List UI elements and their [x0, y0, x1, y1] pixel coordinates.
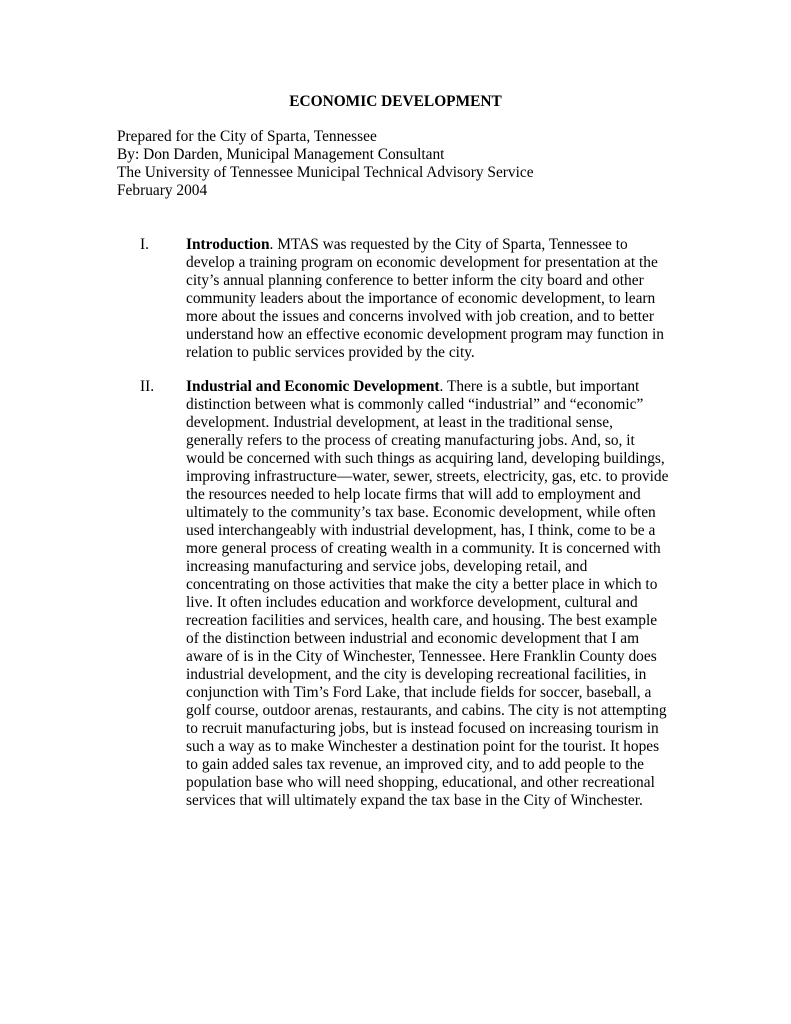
- date-line: February 2004: [117, 182, 208, 199]
- paragraph-line: develop a training program on economic development for presentation at the: [186, 254, 658, 271]
- paragraph-line: improving infrastructure—water, sewer, streets, electricity, gas, etc. to provide: [186, 468, 669, 485]
- paragraph-line: understand how an effective economic development program may function in: [186, 326, 664, 343]
- prepared-for-line: Prepared for the City of Sparta, Tennessee: [117, 128, 377, 145]
- author-line: By: Don Darden, Municipal Management Consultant: [117, 146, 445, 163]
- paragraph-line: used interchangeably with industrial development, has, I think, come to be a: [186, 522, 656, 539]
- paragraph-line: community leaders about the importance of economic development, to learn: [186, 290, 656, 307]
- paragraph-line: would be concerned with such things as acquiring land, developing buildings,: [186, 450, 665, 467]
- section-number: I.: [140, 236, 149, 253]
- paragraph-line: increasing manufacturing and service jobs, developing retail, and: [186, 558, 588, 575]
- section-body: [186, 236, 686, 362]
- paragraph-line: the resources needed to help locate firms that will add to employment and: [186, 486, 641, 503]
- paragraph-line: recreation facilities and services, health care, and housing. The best example: [186, 612, 658, 629]
- paragraph-line: aware of is in the City of Winchester, Tennessee. Here Franklin County does: [186, 648, 657, 665]
- paragraph-line: concentrating on those activities that make the city a better place in which to: [186, 576, 658, 593]
- paragraph-line: conjunction with Tim’s Ford Lake, that include fields for soccer, baseball, a: [186, 684, 652, 701]
- section-heading: Industrial and Economic Development: [186, 378, 440, 395]
- section-heading: Introduction: [186, 236, 270, 253]
- paragraph-line: live. It often includes education and workforce development, cultural and: [186, 594, 638, 611]
- paragraph-line: city’s annual planning conference to better inform the city board and other: [186, 272, 644, 289]
- paragraph-line: generally refers to the process of creating manufacturing jobs. And, so, it: [186, 432, 635, 449]
- paragraph-line: to gain added sales tax revenue, an improved city, and to add people to the: [186, 756, 645, 773]
- paragraph-line: development. Industrial development, at least in the traditional sense,: [186, 414, 613, 431]
- paragraph-line: relation to public services provided by the city.: [186, 344, 475, 361]
- paragraph-line: more about the issues and concerns involved with job creation, and to better: [186, 308, 655, 325]
- paragraph-line: distinction between what is commonly called “industrial” and “economic”: [186, 396, 644, 413]
- paragraph-line: population base who will need shopping, educational, and other recreational: [186, 774, 655, 791]
- paragraph-text: . MTAS was requested by the City of Sparta, Tennessee to: [269, 236, 628, 253]
- paragraph-line: [186, 378, 686, 396]
- paragraph-line: to recruit manufacturing jobs, but is instead focused on increasing tourism in: [186, 720, 659, 737]
- organization-line: The University of Tennessee Municipal Technical Advisory Service: [117, 164, 534, 181]
- prepared-block: [117, 128, 534, 200]
- paragraph-line: industrial development, and the city is developing recreational facilities, in: [186, 666, 647, 683]
- paragraph-line: more general process of creating wealth in a community. It is concerned with: [186, 540, 661, 557]
- paragraph-line: such a way as to make Winchester a destination point for the tourist. It hopes: [186, 738, 660, 755]
- paragraph-line: ultimately to the community’s tax base. Economic development, while often: [186, 504, 656, 521]
- document-title: ECONOMIC DEVELOPMENT: [289, 93, 502, 110]
- paragraph-text: . There is a subtle, but important: [439, 378, 640, 395]
- section-number: II.: [140, 378, 155, 395]
- section-body: [186, 378, 686, 810]
- paragraph-line: services that will ultimately expand the tax base in the City of Winchester.: [186, 792, 643, 809]
- paragraph-line: golf course, outdoor arenas, restaurants, and cabins. The city is not attempting: [186, 702, 667, 719]
- paragraph-line: of the distinction between industrial and economic development that I am: [186, 630, 640, 647]
- paragraph-line: [186, 236, 686, 254]
